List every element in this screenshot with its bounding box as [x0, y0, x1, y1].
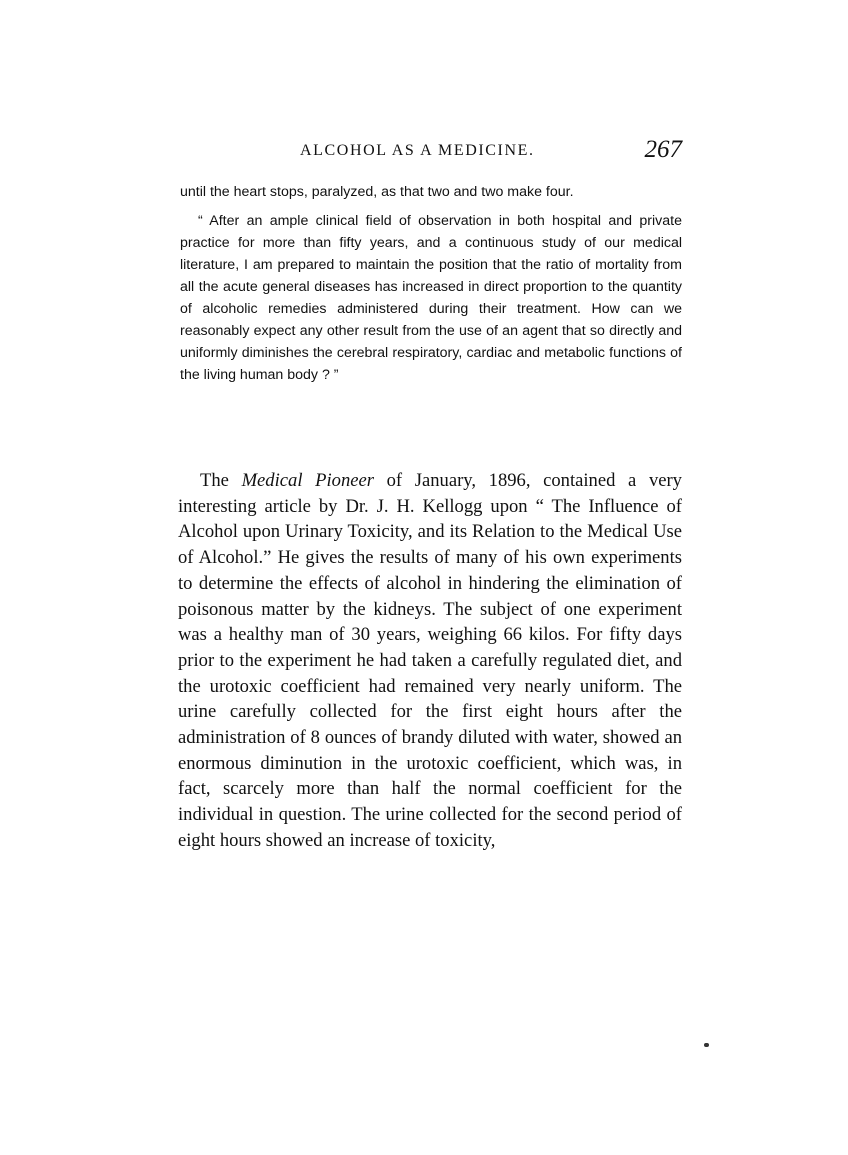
- running-title: ALCOHOL AS A MEDICINE.: [300, 142, 535, 159]
- quote-paragraph: “ After an ample clinical field of observation in both hospital and private practice for more than fifty years, and a continuous study of our medical literature, I am prepared to maintain the position that the ratio of mortality from all the acute general diseases has increased in direct proportion to the quantity of alcoholic remedies administered during their treatment. How can we reasonably expect any other result from the use of an agent that so directly and uniformly diminishes the cerebral respiratory, cardiac and metabolic functions of the living human body ? ”: [180, 213, 682, 383]
- running-head: [180, 138, 682, 168]
- body-paragraph-text: of January, 1896, contained a very interesting article by Dr. J. H. Kellogg upon “ The Influence of Alcohol upon Urinary Toxicity, and its Relation to the Medical Use of Alcohol.” He gives the results of many of his own experiments to determine the effects of alcohol in hindering the elimination of poisonous matter by the kidneys. The subject of one experiment was a healthy man of 30 years, weighing 66 kilos. For fifty days prior to the experiment he had taken a carefully regulated diet, and the urotoxic coefficient had remained very nearly uniform. The urine carefully collected for the first eight hours after the administration of 8 ounces of brandy diluted with water, showed an enormous diminution in the urotoxic coefficient, which was, in fact, scarcely more than half the normal coefficient for the individual in question. The urine collected for the second period of eight hours showed an increase of toxicity,: [178, 470, 682, 851]
- page-number: 267: [644, 136, 682, 163]
- quotation-block: [180, 181, 682, 386]
- body-lead: The: [200, 470, 229, 491]
- journal-title: Medical Pioneer: [241, 470, 374, 491]
- quote-continuation: until the heart stops, paralyzed, as that two and two make four.: [180, 184, 574, 200]
- body-paragraph: [178, 468, 682, 854]
- print-speck: [704, 1043, 709, 1047]
- body-text: [178, 468, 682, 854]
